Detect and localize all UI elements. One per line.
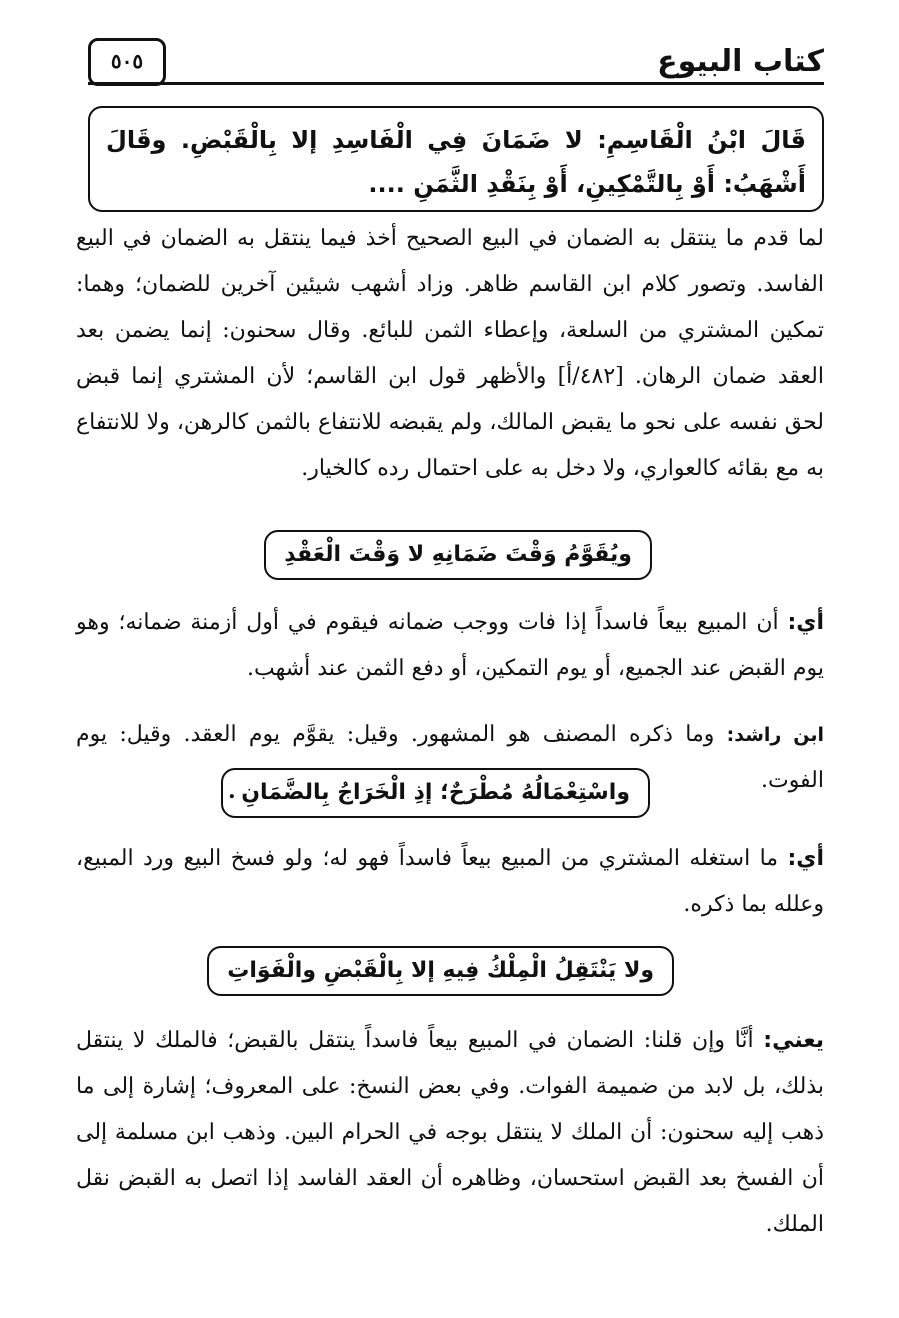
matn-box-3: واسْتِعْمَالُهُ مُطْرَحٌ؛ إذِ الْخَرَاجُ بِالضَّمَانِ (221, 768, 650, 818)
paragraph-text: أنَّا وإن قلنا: الضمان في المبيع بيعاً فاسداً ينتقل بالقبض؛ فالملك لا ينتقل بذلك، بل لابد من ضميمة الفوات. وفي بعض النسخ: على المعروف؛ إشارة إلى ما ذهب إليه سحنون: أن الملك لا ينتقل بوجه في الحرام البين. وذهب ابن مسلمة إلى أن الفسخ بعد القبض استحسان، وظاهره أن العقد الفاسد إذا اتصل به القبض نقل الملك. (76, 1028, 824, 1237)
commentary-paragraph-2 (76, 600, 824, 692)
header-rule (88, 82, 824, 85)
paragraph-lead: أي: (787, 610, 824, 635)
matn-box-1: قَالَ ابْنُ الْقَاسِمِ: لا ضَمَانَ فِي الْفَاسِدِ إلا بِالْقَبْضِ. وقَالَ أَشْهَبُ: أَوْ بِالتَّمْكِينِ، أَوْ بِنَقْدِ الثَّمَنِ .... (88, 106, 824, 212)
paragraph-text: وما ذكره المصنف هو المشهور. وقيل: يقوَّم يوم العقد. وقيل: يوم الفوت. (76, 722, 824, 793)
paragraph-lead: يعني: (763, 1028, 824, 1053)
book-title: كتاب البيوع (657, 44, 824, 79)
commentary-paragraph-1: لما قدم ما ينتقل به الضمان في البيع الصحيح أخذ فيما ينتقل به الضمان في البيع الفاسد. وتصور كلام ابن القاسم ظاهر. وزاد أشهب شيئين آخرين للضمان؛ وهما: تمكين المشتري من السلعة، وإعطاء الثمن للبائع. وقال سحنون: إنما يضمن بعد العقد ضمان الرهان. [٤٨٢/أ] والأظهر قول ابن القاسم؛ لأن المشتري إنما قبض لحق نفسه على نحو ما يقبض المالك، ولم يقبضه للانتفاع بالثمن كالرهن، ولا للانتفاع به مع بقائه كالعواري، ولا دخل به على احتمال رده كالخيار. (76, 226, 824, 481)
page (76, 0, 824, 1318)
commentary-paragraph-5 (76, 1018, 824, 1248)
matn-box-4: ولا يَنْتَقِلُ الْمِلْكُ فِيهِ إلا بِالْقَبْضِ والْفَوَاتِ (207, 946, 674, 996)
commentary-paragraph-4 (76, 836, 824, 928)
page-number: ٥٠٥ (88, 38, 166, 86)
paragraph-lead: أي: (787, 846, 824, 871)
page-header (76, 38, 824, 94)
source-attribution: ابن راشد: (726, 724, 824, 746)
stray-dot: . (228, 778, 236, 804)
paragraph-text: ما استغله المشتري من المبيع بيعاً فاسداً فهو له؛ ولو فسخ البيع ورد المبيع، وعلله بما ذكره. (76, 846, 824, 917)
paragraph-text: أن المبيع بيعاً فاسداً إذا فات ووجب ضمانه فيقوم في أول أزمنة ضمانه؛ وهو يوم القبض عند الجميع، أو يوم التمكين، أو دفع الثمن عند أشهب. (76, 610, 824, 681)
matn-box-2: ويُقَوَّمُ وَقْتَ ضَمَانِهِ لا وَقْتَ الْعَقْدِ (264, 530, 652, 580)
